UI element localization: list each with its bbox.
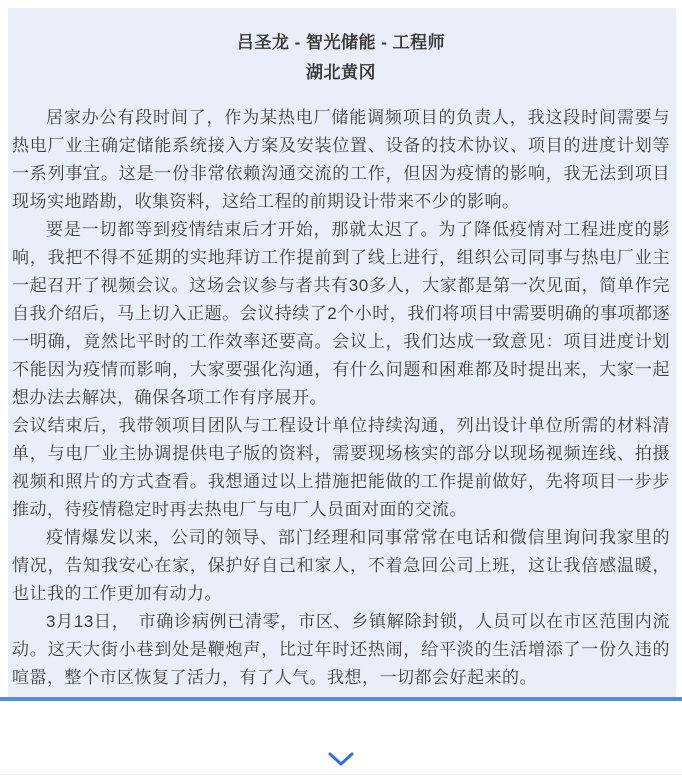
article-paragraph: 会议结束后，我带领项目团队与工程设计单位持续沟通，列出设计单位所需的材料清单，与电厂业主协调提供电子版的资料，需要现场核实的部分以现场视频连线、拍摄视频和照片的方式查看。我想通过以上措施把能做的工作提前做好，先将项目一步步推动，待疫情稳定时再去热电厂与电厂人员面对面的交流。 <box>12 416 670 519</box>
page-title: 吕圣龙 - 智光储能 - 工程师 <box>236 33 446 52</box>
article-paragraph: 3月13日， 市确诊病例已清零，市区、乡镇解除封锁，人员可以在市区范围内流动。这天大街小巷到处是鞭炮声，比过年时还热闹，给平淡的生活增添了一份久违的喧嚣，整个市区恢复了活力，有了人气。我想，一切都会好起来的。 <box>12 612 670 687</box>
article-paragraph: 居家办公有段时间了，作为某热电厂储能调频项目的负责人，我这段时间需要与热电厂业主确定储能系统接入方案及安装位置、设备的技术协议、项目的进度计划等一系列事宜。这是一份非常依赖沟通交流的工作，但因为疫情的影响，我无法到项目现场实地踏勘，收集资料，这给工程的前期设计带来不少的影响。 <box>12 108 670 211</box>
page-subtitle: 湖北黄冈 <box>306 63 376 82</box>
article-paragraph: 要是一切都等到疫情结束后才开始，那就太迟了。为了降低疫情对工程进度的影响，我把不得不延期的实地拜访工作提前到了线上进行，组织公司同事与热电厂业主一起召开了视频会议。这场会议参与者共有30多人，大家都是第一次见面，简单作完自我介绍后，马上切入正题。会议持续了2个小时，我们将项目中需要明确的事项都逐一明确，竟然比平时的工作效率还要高。会议上，我们达成一致意见：项目进度计划不能因为疫情而影响，大家要强化沟通，有什么问题和困难都及时提出来，大家一起想办法去解决，确保各项工作有序展开。 <box>12 220 670 407</box>
article-card <box>8 8 676 697</box>
page-bottom-separator <box>0 774 682 775</box>
expand-more-button[interactable] <box>325 747 357 771</box>
chevron-down-icon <box>328 752 354 767</box>
article-paragraph: 疫情爆发以来，公司的领导、部门经理和同事常常在电话和微信里询问我家里的情况，告知我安心在家，保护好自己和家人，不着急回公司上班，这让我倍感温暖，也让我的工作更加有动力。 <box>12 528 670 603</box>
footer <box>0 701 682 782</box>
article-body <box>12 104 670 692</box>
